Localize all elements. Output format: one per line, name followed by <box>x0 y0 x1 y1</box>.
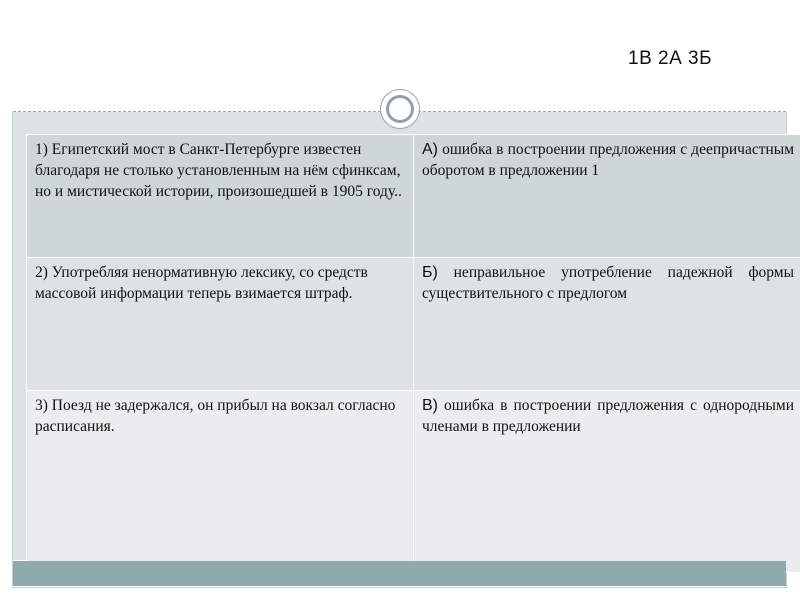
option-letter: В) <box>422 397 438 414</box>
option-cell <box>414 135 800 258</box>
table-row <box>27 391 800 573</box>
divider-circle-inner <box>386 95 414 123</box>
answer-key: 1В 2А 3Б <box>628 48 713 69</box>
matching-table <box>26 134 800 573</box>
option-letter: Б) <box>422 264 438 281</box>
sentence-cell: 3) Поезд не задержался, он прибыл на вокзал согласно расписания. <box>27 391 414 573</box>
divider-circle-icon <box>380 89 420 129</box>
sentence-cell: 1) Египетский мост в Санкт-Петербурге известен благодаря не столько установленным на нём сфинксам, но и мистической истории, произошедшей в 1905 году.. <box>27 135 414 258</box>
option-text: ошибка в построении предложения с однородными членами в предложении <box>422 397 795 435</box>
option-cell <box>414 391 800 573</box>
footer-bar <box>13 561 786 586</box>
option-letter: А) <box>422 141 438 158</box>
option-text: ошибка в построении предложения с деепричастным оборотом в предложении 1 <box>422 141 795 179</box>
option-text: неправильное употребление падежной формы существительного с предлогом <box>422 264 794 302</box>
option-cell <box>414 258 800 391</box>
sentence-cell: 2) Употребляя ненормативную лексику, со средств массовой информации теперь взимается штраф. <box>27 258 414 391</box>
table-row <box>27 135 800 258</box>
table-row <box>27 258 800 391</box>
